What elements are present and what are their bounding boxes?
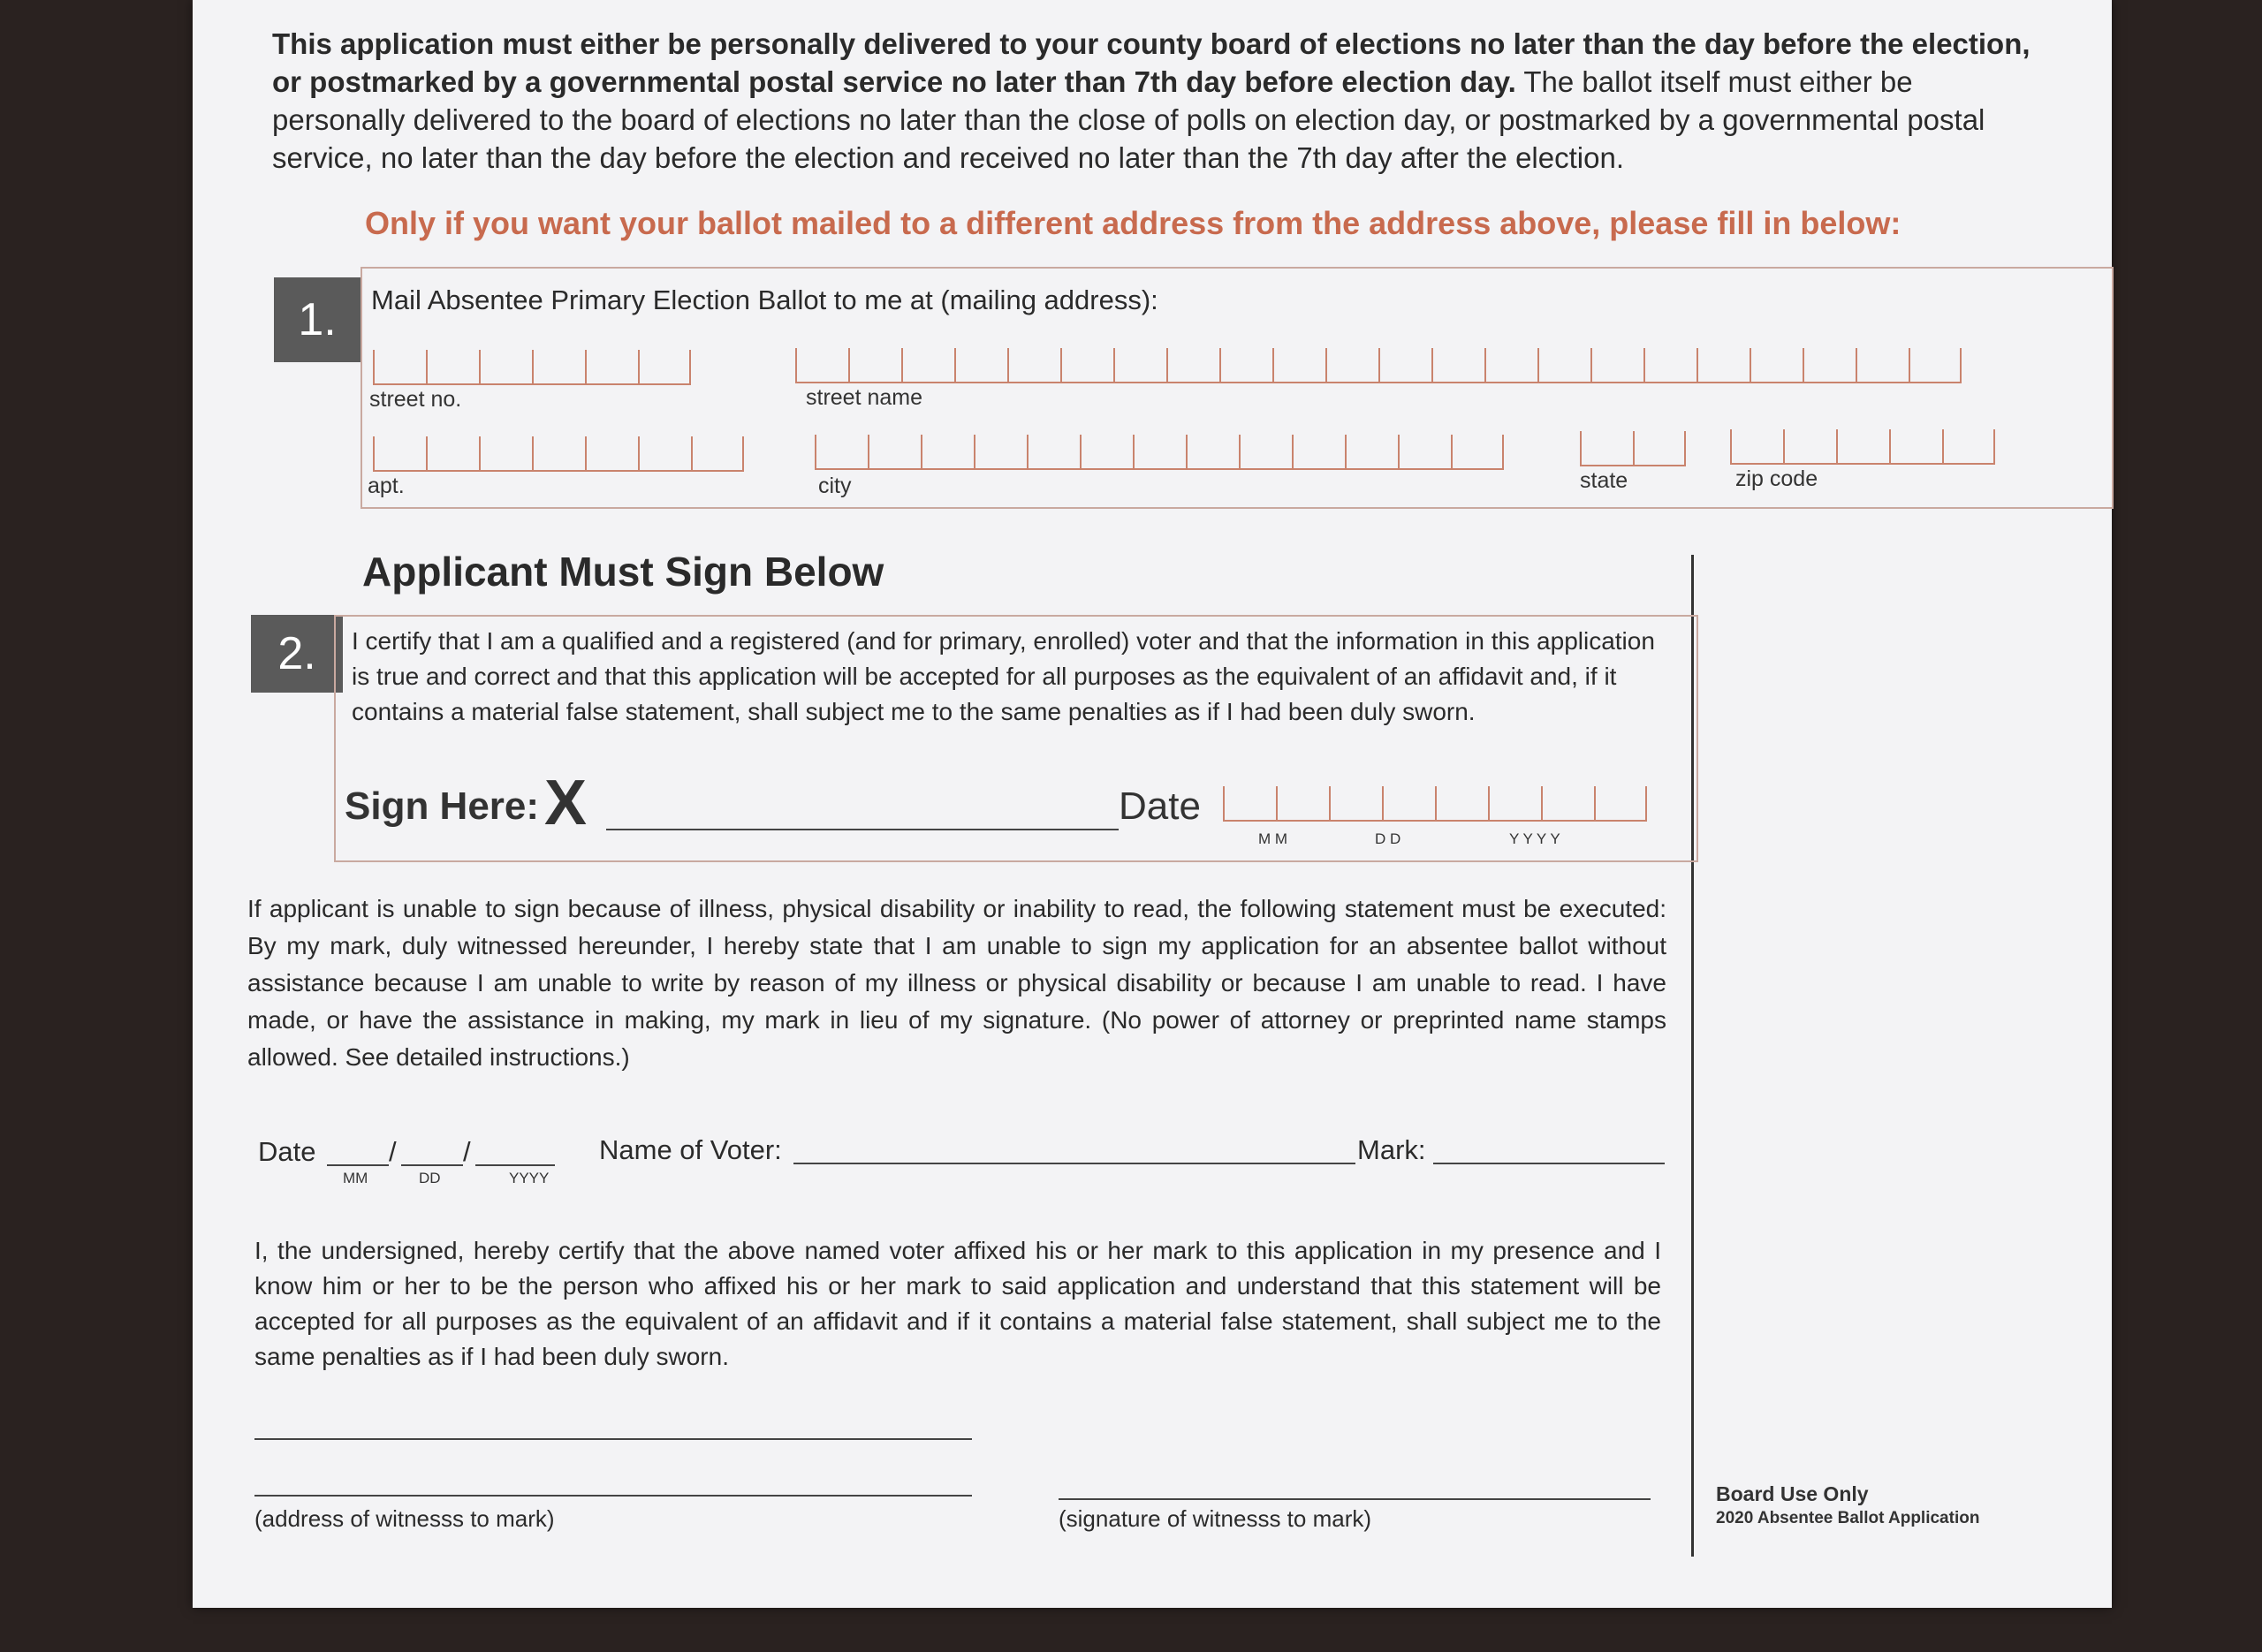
witness-signature-line[interactable] xyxy=(1059,1498,1651,1500)
sign-date-mm: M M xyxy=(1258,830,1288,847)
city-field[interactable] xyxy=(815,435,1504,470)
mark-date-mm-line[interactable] xyxy=(327,1164,389,1166)
section-2-badge: 2. xyxy=(251,615,343,693)
signature-line[interactable] xyxy=(606,829,1119,830)
mark-date-label: Date xyxy=(258,1136,316,1167)
apartment-label: apt. xyxy=(368,474,405,498)
mark-date-dd: DD xyxy=(419,1170,441,1186)
zip-code-field[interactable] xyxy=(1730,429,1995,465)
certification-text: I certify that I am a qualified and a registered (and for primary, enrolled) voter and that the information in this application is true and correct and that this application will be accepted for all purposes as the equivalent of an affidavit and, if it contains a material false statement, shall subject me to the same penalties as if I had been duly sworn. xyxy=(352,627,1655,725)
mark-date-mm: MM xyxy=(343,1170,368,1186)
section-1-badge: 1. xyxy=(274,277,361,362)
board-use-only-label: Board Use Only xyxy=(1716,1482,1869,1505)
unable-to-sign-statement: If applicant is unable to sign because of illness, physical disability or inability to read, the following statement must be executed: By my mark, duly witnessed hereunder, I hereby state that I am unable to sign my application for an absentee ballot without assistance because I am unable to write by reason of my illness or physical disability or because I am unable to read. I have made, or have the assistance in making, my mark in lieu of my signature. (No power of attorney or preprinted name stamps allowed. See detailed instructions.) xyxy=(247,895,1666,1071)
street-name-field[interactable] xyxy=(795,348,1962,383)
state-field[interactable] xyxy=(1580,431,1686,466)
witness-signature-label: (signature of witnesss to mark) xyxy=(1059,1505,1372,1532)
applicant-sign-heading: Applicant Must Sign Below xyxy=(362,549,884,595)
street-name-label: street name xyxy=(806,385,923,410)
street-number-field[interactable] xyxy=(373,350,691,385)
intro-text: The ballot itself must either be personally delivered to the board of elections no later than the close of polls on election day, or postmarked by a governmental postal service, no later than the day before the election and received no later than the 7th day after the election. xyxy=(272,65,1985,174)
alternate-address-note: Only if you want your ballot mailed to a different address from the address above, please fill in below: xyxy=(365,205,1901,241)
city-label: city xyxy=(818,474,852,498)
mailing-address-title: Mail Absentee Primary Election Ballot to me at (mailing address): xyxy=(371,284,1158,315)
signature-x-mark: X xyxy=(544,768,588,838)
name-of-voter-line[interactable] xyxy=(793,1163,1355,1164)
sign-date-label: Date xyxy=(1119,784,1201,828)
street-number-label: street no. xyxy=(369,387,462,412)
sign-date-yyyy: Y Y Y Y xyxy=(1509,830,1560,847)
mark-line[interactable] xyxy=(1433,1163,1665,1164)
name-of-voter-label: Name of Voter: xyxy=(599,1134,782,1165)
mark-date-yyyy-line[interactable] xyxy=(475,1164,555,1166)
mark-date-dd-line[interactable] xyxy=(401,1164,463,1166)
date-separator-2: / xyxy=(463,1136,471,1167)
state-label: state xyxy=(1580,468,1628,493)
date-separator-1: / xyxy=(389,1136,397,1167)
intro-paragraph xyxy=(272,25,2048,177)
intro-bold-text: This application must either be personally delivered to your county board of elections no later than the day before the election, or postmarked by a governmental postal service no later than 7th day before election day. xyxy=(272,27,2030,98)
mark-label: Mark: xyxy=(1357,1134,1426,1165)
application-page xyxy=(193,0,2112,1608)
witness-address-label: (address of witnesss to mark) xyxy=(254,1505,555,1532)
witness-name-line[interactable] xyxy=(254,1438,972,1440)
apartment-field[interactable] xyxy=(373,436,744,472)
witness-address-line[interactable] xyxy=(254,1495,972,1497)
witness-statement: I, the undersigned, hereby certify that the above named voter affixed his or her mark to this application in my presence and I know him or her to be the person who affixed his or her mark to said application and understand that this statement will be accepted for all purposes as the equivalent of an affidavit and if it contains a material false statement, shall subject me to the same penalties as if I had been duly sworn. xyxy=(254,1237,1661,1370)
form-name-label: 2020 Absentee Ballot Application xyxy=(1716,1509,1980,1527)
sign-here-label: Sign Here: xyxy=(345,784,540,828)
sign-date-dd: D D xyxy=(1375,830,1401,847)
sign-date-field[interactable] xyxy=(1223,786,1647,822)
zip-code-label: zip code xyxy=(1735,466,1818,491)
mark-date-yyyy: YYYY xyxy=(509,1170,550,1186)
